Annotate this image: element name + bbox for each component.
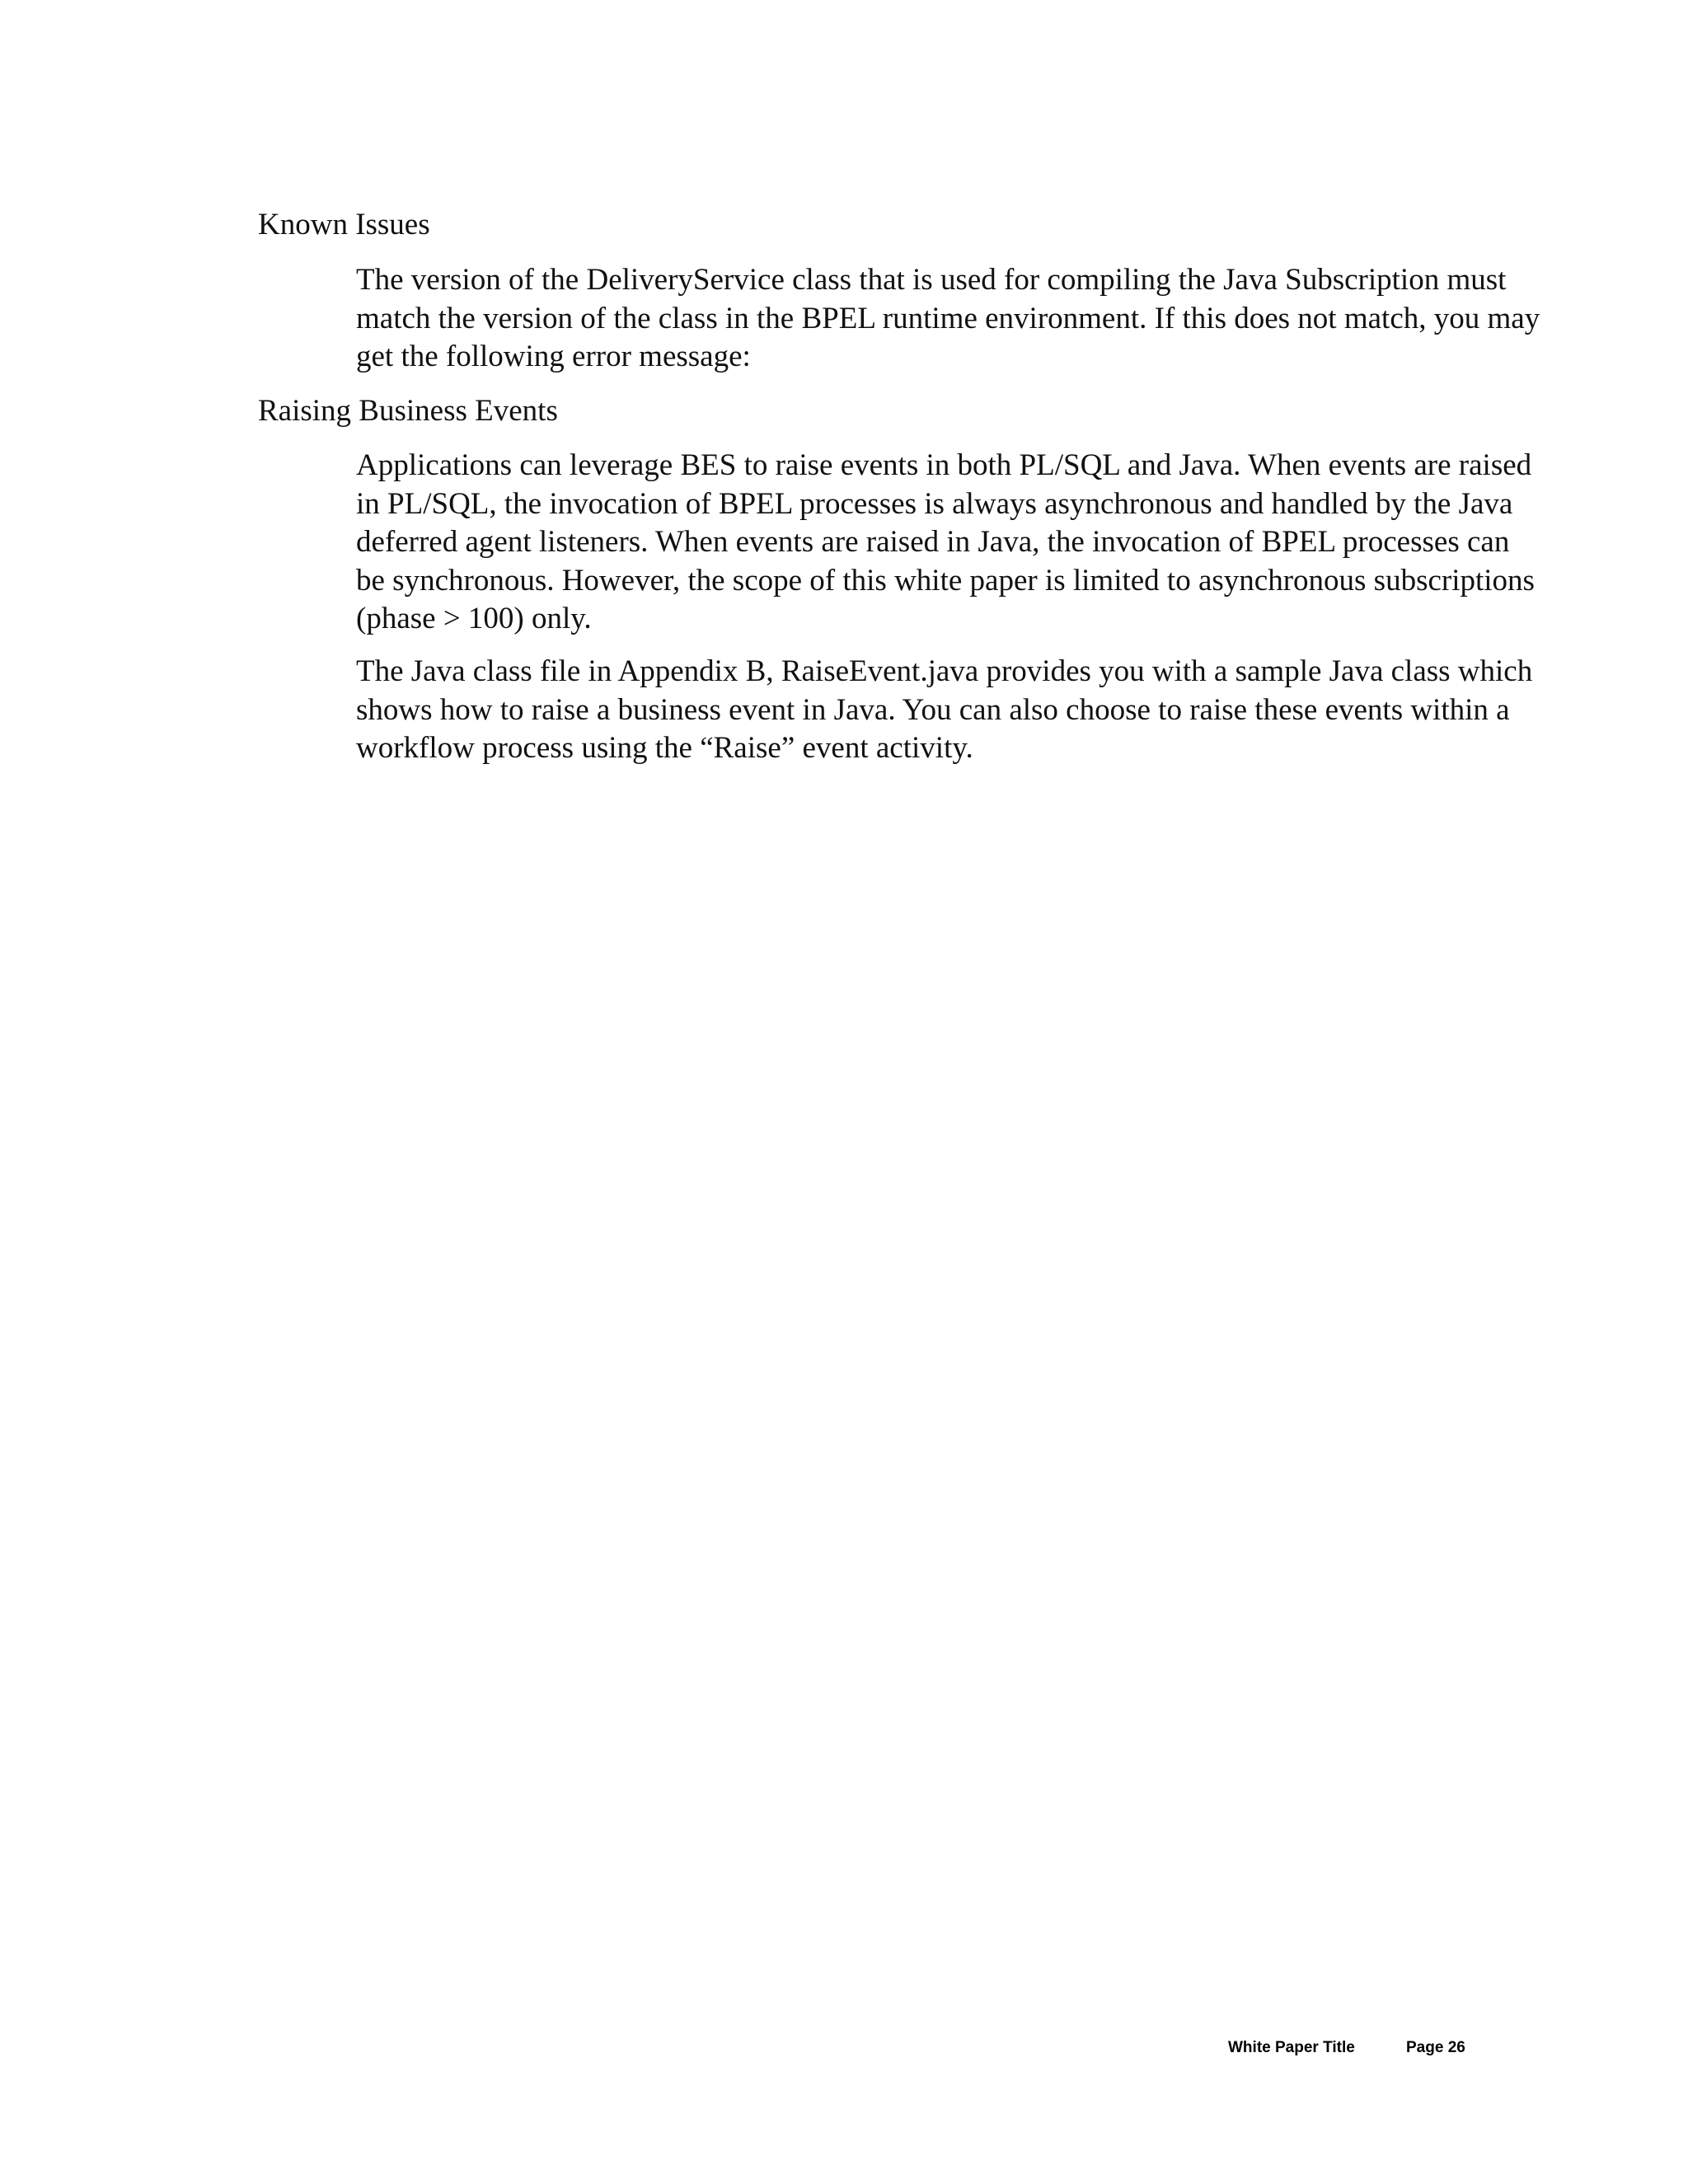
- footer-title: White Paper Title: [1228, 2039, 1355, 2056]
- raising-events-paragraph-2: The Java class file in Appendix B, RaiseEvent.java provides you with a sample Java class which shows how to raise a business event in Java. You can also choose to raise these events within a workflow process using the “Raise” event activity.: [356, 654, 1533, 765]
- known-issues-paragraph: The version of the DeliveryService class that is used for compiling the Java Subscription must match the version of the class in the BPEL runtime environment. If this does not match, you may get the following error message:: [356, 263, 1540, 373]
- section-heading-raising-business-events: Raising Business Events: [258, 394, 558, 428]
- raising-events-paragraph-1: Applications can leverage BES to raise events in both PL/SQL and Java. When events are raised in PL/SQL, the invocation of BPEL processes is always asynchronous and handled by the Java deferred agent listeners. When events are raised in Java, the invocation of BPEL processes can be synchronous. However, the scope of this white paper is limited to asynchronous subscriptions (phase > 100) only.: [356, 448, 1535, 635]
- section-heading-known-issues: Known Issues: [258, 208, 430, 241]
- footer-page-number: Page 26: [1406, 2039, 1465, 2056]
